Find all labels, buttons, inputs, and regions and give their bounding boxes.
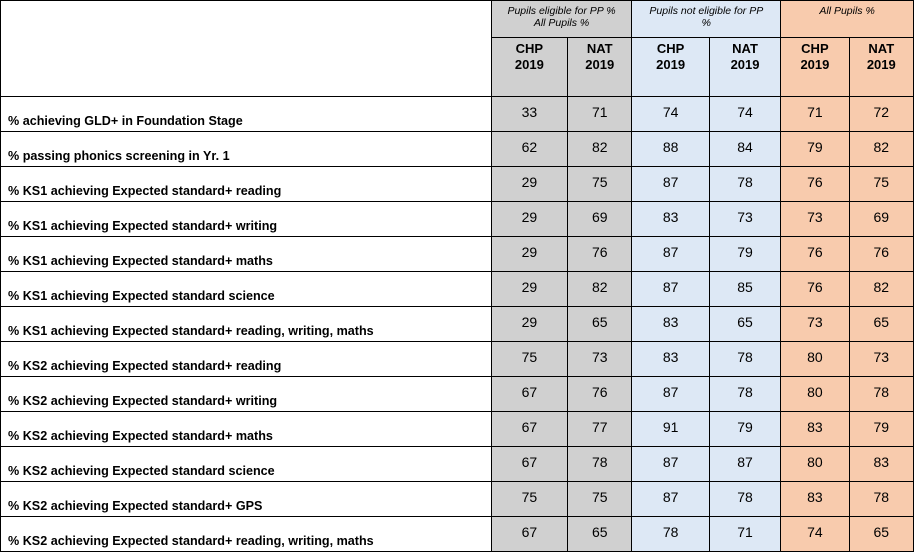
cell-not-pp-nat: 71 [709,517,780,552]
table-row [1,167,914,202]
table-row [1,307,914,342]
cell-not-pp-nat: 79 [709,237,780,272]
table-row [1,517,914,552]
cell-all-nat: 82 [849,132,913,167]
column-header-pp-nat [568,38,632,97]
cell-all-chp: 80 [781,377,849,412]
group-header-not-pp-line1: Pupils not eligible for PP [649,5,764,17]
cell-all-chp: 76 [781,237,849,272]
cell-pp-chp: 75 [491,342,567,377]
group-header-pp-line1: Pupils eligible for PP % [507,5,616,17]
cell-pp-nat: 82 [568,272,632,307]
cell-all-nat: 76 [849,237,913,272]
cell-pp-nat: 78 [568,447,632,482]
cell-all-nat: 73 [849,342,913,377]
cell-not-pp-nat: 65 [709,307,780,342]
table-row [1,447,914,482]
cell-pp-chp: 62 [491,132,567,167]
cell-pp-chp: 75 [491,482,567,517]
cell-all-nat: 82 [849,272,913,307]
table-row [1,97,914,132]
cell-pp-nat: 76 [568,237,632,272]
cell-all-chp: 73 [781,307,849,342]
row-label: % KS2 achieving Expected standard+ writing [1,377,492,412]
cell-all-nat: 78 [849,482,913,517]
cell-all-nat: 79 [849,412,913,447]
column-header-year: 2019 [585,57,615,72]
cell-not-pp-chp: 74 [632,97,709,132]
cell-not-pp-nat: 87 [709,447,780,482]
column-header-school: CHP [801,41,829,56]
table-row [1,132,914,167]
column-header-year: 2019 [866,57,896,72]
cell-pp-nat: 75 [568,167,632,202]
cell-not-pp-chp: 87 [632,482,709,517]
cell-pp-chp: 29 [491,202,567,237]
cell-not-pp-chp: 91 [632,412,709,447]
cell-pp-chp: 29 [491,307,567,342]
column-header-national: NAT [868,41,895,56]
cell-not-pp-nat: 79 [709,412,780,447]
cell-all-chp: 80 [781,447,849,482]
cell-not-pp-chp: 83 [632,202,709,237]
cell-pp-nat: 73 [568,342,632,377]
cell-all-chp: 76 [781,167,849,202]
table-row [1,237,914,272]
cell-not-pp-nat: 78 [709,167,780,202]
cell-all-chp: 83 [781,482,849,517]
cell-pp-nat: 82 [568,132,632,167]
row-label: % KS2 achieving Expected standard+ maths [1,412,492,447]
table-row [1,377,914,412]
group-header-all-pupils-line1: All Pupils % [819,5,875,17]
column-header-pp-chp [491,38,567,97]
row-label: % KS1 achieving Expected standard science [1,272,492,307]
cell-not-pp-chp: 88 [632,132,709,167]
column-header-year: 2019 [514,57,544,72]
cell-not-pp-chp: 87 [632,167,709,202]
row-label: % KS1 achieving Expected standard+ reading [1,167,492,202]
cell-not-pp-chp: 87 [632,237,709,272]
cell-pp-nat: 65 [568,307,632,342]
cell-not-pp-nat: 73 [709,202,780,237]
cell-pp-chp: 29 [491,167,567,202]
cell-pp-chp: 67 [491,517,567,552]
table-row [1,202,914,237]
cell-not-pp-nat: 85 [709,272,780,307]
column-header-all-nat [849,38,913,97]
cell-not-pp-chp: 78 [632,517,709,552]
group-header-not-pp [632,1,781,38]
cell-all-nat: 69 [849,202,913,237]
cell-pp-nat: 75 [568,482,632,517]
cell-not-pp-chp: 87 [632,447,709,482]
row-label: % KS2 achieving Expected standard+ GPS [1,482,492,517]
group-header-not-pp-line2: % [701,17,711,29]
cell-not-pp-chp: 83 [632,342,709,377]
header-corner [1,1,492,97]
row-label: % KS1 achieving Expected standard+ reading, writing, maths [1,307,492,342]
cell-not-pp-chp: 87 [632,272,709,307]
column-header-not-pp-chp [632,38,709,97]
column-header-year: 2019 [730,57,760,72]
column-header-year: 2019 [656,57,686,72]
table-row [1,412,914,447]
column-header-national: NAT [586,41,613,56]
column-header-school: CHP [656,41,685,56]
cell-not-pp-nat: 78 [709,342,780,377]
row-label: % KS2 achieving Expected standard+ reading, writing, maths [1,517,492,552]
cell-all-chp: 80 [781,342,849,377]
group-header-row [1,1,914,38]
cell-pp-chp: 67 [491,377,567,412]
cell-not-pp-nat: 78 [709,482,780,517]
cell-pp-nat: 76 [568,377,632,412]
row-label: % passing phonics screening in Yr. 1 [1,132,492,167]
cell-pp-nat: 77 [568,412,632,447]
column-header-all-chp [781,38,849,97]
cell-all-chp: 73 [781,202,849,237]
group-header-pp-line2: All Pupils % [533,17,590,29]
cell-not-pp-chp: 87 [632,377,709,412]
cell-all-nat: 78 [849,377,913,412]
group-header-pp [491,1,632,38]
cell-all-chp: 76 [781,272,849,307]
table-row [1,342,914,377]
cell-pp-chp: 67 [491,412,567,447]
column-header-year: 2019 [800,57,830,72]
group-header-all-pupils [781,1,914,38]
row-label: % KS2 achieving Expected standard+ reading [1,342,492,377]
table-row [1,482,914,517]
cell-all-nat: 72 [849,97,913,132]
cell-all-nat: 83 [849,447,913,482]
cell-all-nat: 65 [849,307,913,342]
column-header-national: NAT [732,41,758,56]
column-header-school: CHP [515,41,544,56]
cell-not-pp-nat: 74 [709,97,780,132]
cell-pp-chp: 29 [491,272,567,307]
cell-all-chp: 74 [781,517,849,552]
row-label: % KS1 achieving Expected standard+ writing [1,202,492,237]
cell-all-nat: 75 [849,167,913,202]
cell-not-pp-nat: 78 [709,377,780,412]
cell-pp-nat: 71 [568,97,632,132]
cell-pp-chp: 67 [491,447,567,482]
cell-all-chp: 79 [781,132,849,167]
row-label: % KS1 achieving Expected standard+ maths [1,237,492,272]
cell-all-chp: 71 [781,97,849,132]
column-header-not-pp-nat [709,38,780,97]
cell-all-nat: 65 [849,517,913,552]
cell-pp-chp: 29 [491,237,567,272]
row-label: % achieving GLD+ in Foundation Stage [1,97,492,132]
row-label: % KS2 achieving Expected standard science [1,447,492,482]
cell-not-pp-chp: 83 [632,307,709,342]
cell-pp-nat: 65 [568,517,632,552]
table-row [1,272,914,307]
cell-pp-nat: 69 [568,202,632,237]
cell-not-pp-nat: 84 [709,132,780,167]
cell-all-chp: 83 [781,412,849,447]
cell-pp-chp: 33 [491,97,567,132]
